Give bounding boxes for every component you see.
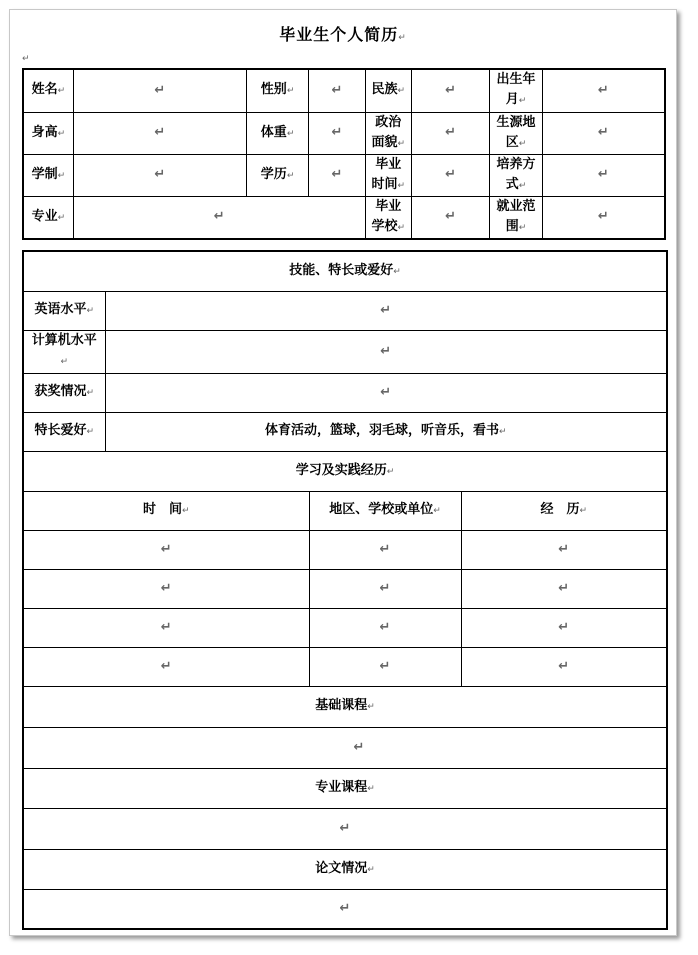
- basic-courses-value[interactable]: ↵: [23, 727, 667, 768]
- birth-label: 出生年月↵: [490, 69, 542, 112]
- graduation-time-value[interactable]: ↵: [411, 154, 489, 196]
- basic-info-table: [22, 68, 666, 240]
- ethnicity-value[interactable]: ↵: [411, 69, 489, 112]
- gender-label: 性别↵: [246, 69, 308, 112]
- exp-place-cell[interactable]: ↵: [309, 647, 461, 686]
- ethnicity-label: 民族↵: [365, 69, 411, 112]
- weight-label: 体重↵: [246, 112, 308, 154]
- major-label: 专业↵: [23, 196, 73, 239]
- col-exp-header: 经 历↵: [461, 491, 667, 530]
- education-value[interactable]: ↵: [309, 154, 365, 196]
- resume-page: [9, 9, 677, 936]
- experience-header: 学习及实践经历↵: [23, 451, 667, 491]
- exp-time-cell[interactable]: ↵: [23, 569, 309, 608]
- exp-time-cell[interactable]: ↵: [23, 647, 309, 686]
- resume-sections-table: [22, 250, 668, 930]
- schooling-label: 学制↵: [23, 154, 73, 196]
- english-label: 英语水平↵: [23, 291, 105, 330]
- origin-label: 生源地区↵: [490, 112, 542, 154]
- col-time-header: 时 间↵: [23, 491, 309, 530]
- exp-time-cell[interactable]: ↵: [23, 608, 309, 647]
- english-value[interactable]: ↵: [105, 291, 667, 330]
- exp-detail-cell[interactable]: ↵: [461, 608, 667, 647]
- exp-detail-cell[interactable]: ↵: [461, 569, 667, 608]
- name-label: 姓名↵: [23, 69, 73, 112]
- basic-courses-header: 基础课程↵: [23, 686, 667, 727]
- political-value[interactable]: ↵: [411, 112, 489, 154]
- paragraph-mark: ↵: [22, 54, 30, 64]
- major-courses-header: 专业课程↵: [23, 768, 667, 808]
- computer-label: 计算机水平↵: [23, 330, 105, 373]
- exp-place-cell[interactable]: ↵: [309, 608, 461, 647]
- graduation-time-label: 毕业时间↵: [365, 154, 411, 196]
- exp-detail-cell[interactable]: ↵: [461, 530, 667, 569]
- school-value[interactable]: ↵: [411, 196, 489, 239]
- education-label: 学历↵: [246, 154, 308, 196]
- political-label: 政治面貌↵: [365, 112, 411, 154]
- exp-place-cell[interactable]: ↵: [309, 569, 461, 608]
- height-value[interactable]: ↵: [73, 112, 246, 154]
- exp-place-cell[interactable]: ↵: [309, 530, 461, 569]
- birth-value[interactable]: ↵: [542, 69, 665, 112]
- training-value[interactable]: ↵: [542, 154, 665, 196]
- col-place-header: 地区、学校或单位↵: [309, 491, 461, 530]
- height-label: 身高↵: [23, 112, 73, 154]
- skills-header: 技能、特长或爱好↵: [23, 251, 667, 291]
- awards-label: 获奖情况↵: [23, 373, 105, 412]
- thesis-header: 论文情况↵: [23, 849, 667, 889]
- hobbies-value[interactable]: 体育活动，篮球，羽毛球，听音乐，看书↵: [105, 412, 667, 451]
- major-courses-value[interactable]: ↵: [23, 808, 667, 849]
- origin-value[interactable]: ↵: [542, 112, 665, 154]
- exp-detail-cell[interactable]: ↵: [461, 647, 667, 686]
- training-label: 培养方式↵: [490, 154, 542, 196]
- school-label: 毕业学校↵: [365, 196, 411, 239]
- employment-label: 就业范围↵: [490, 196, 542, 239]
- weight-value[interactable]: ↵: [309, 112, 365, 154]
- major-value[interactable]: ↵: [73, 196, 365, 239]
- exp-time-cell[interactable]: ↵: [23, 530, 309, 569]
- thesis-value[interactable]: ↵: [23, 889, 667, 929]
- gender-value[interactable]: ↵: [309, 69, 365, 112]
- hobbies-label: 特长爱好↵: [23, 412, 105, 451]
- employment-value[interactable]: ↵: [542, 196, 665, 239]
- name-value[interactable]: ↵: [73, 69, 246, 112]
- document-title: 毕业生个人简历↵: [279, 25, 407, 44]
- awards-value[interactable]: ↵: [105, 373, 667, 412]
- computer-value[interactable]: ↵: [105, 330, 667, 373]
- schooling-value[interactable]: ↵: [73, 154, 246, 196]
